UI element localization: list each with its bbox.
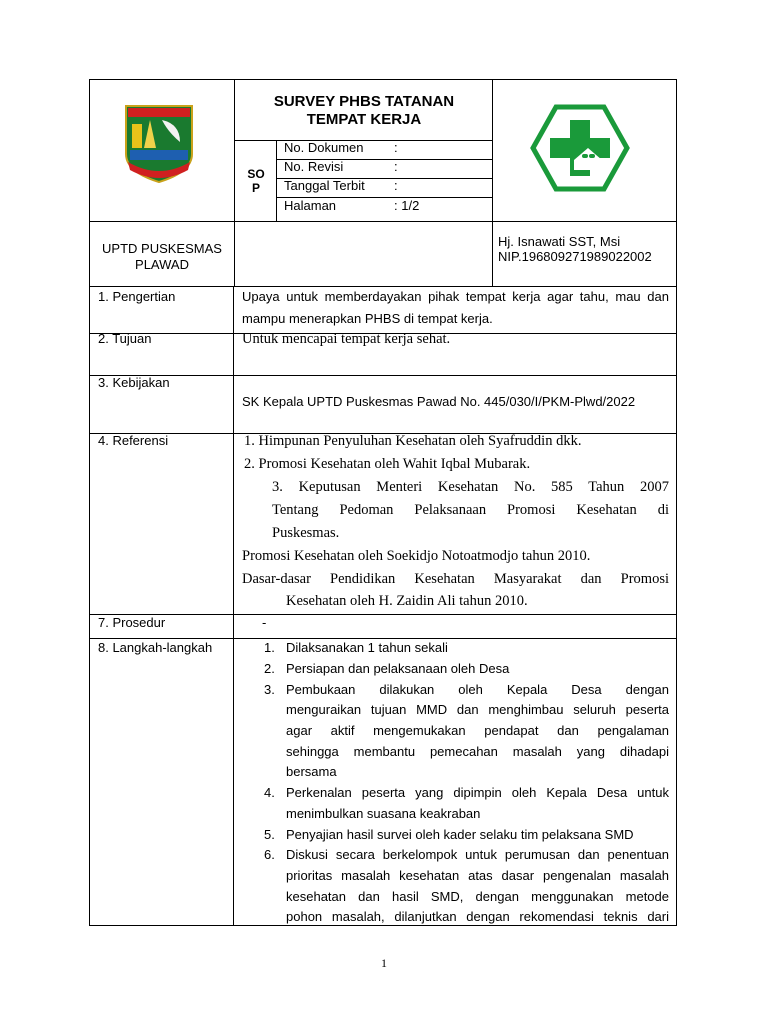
table-border — [276, 140, 277, 221]
step-number: 4. — [264, 785, 275, 800]
step-line: sehingga membantu pemecahan masalah yang dihadapi — [286, 744, 669, 759]
org-line-1: UPTD PUSKESMAS — [102, 241, 222, 256]
step-line: Perkenalan peserta yang dipimpin oleh Kepala Desa untuk — [286, 785, 669, 800]
signer-nip: NIP.196809271989022002 — [498, 249, 652, 264]
section-label-langkah: 8. Langkah-langkah — [98, 640, 213, 655]
referensi-item: Kesehatan oleh H. Zaidin Ali tahun 2010. — [286, 593, 528, 609]
doc-info-label: Tanggal Terbit — [284, 178, 365, 193]
step-line: agar aktif mengemukakan pendapat dan pengalaman — [286, 723, 669, 738]
step-number: 5. — [264, 827, 275, 842]
step-number: 3. — [264, 682, 275, 697]
table-border — [89, 79, 90, 926]
sop-line-1: SO — [247, 167, 265, 181]
table-border — [89, 375, 677, 376]
table-border — [676, 79, 677, 926]
doc-info-value: : — [394, 140, 398, 155]
referensi-item: Puskesmas. — [272, 525, 340, 541]
doc-info-value: : — [394, 178, 398, 193]
section-label-referensi: 4. Referensi — [98, 433, 169, 448]
step-line: Diskusi secara berkelompok untuk perumusan dan penentuan — [286, 847, 669, 862]
pengertian-line-2: mampu menerapkan PHBS di tempat kerja. — [242, 311, 493, 326]
organization-name — [90, 241, 234, 273]
tujuan-text: Untuk mencapai tempat kerja sehat. — [242, 331, 451, 347]
section-label-kebijakan: 3. Kebijakan — [98, 375, 170, 390]
pengertian-line-1: Upaya untuk memberdayakan pihak tempat kerja agar tahu, mau dan — [242, 289, 669, 304]
referensi-item: 3. Keputusan Menteri Kesehatan No. 585 Tahun 2007 — [272, 479, 669, 495]
step-line: bersama — [286, 764, 337, 779]
doc-info-label: No. Revisi — [284, 159, 344, 174]
table-border — [89, 925, 677, 926]
step-line: Penyajian hasil survei oleh kader selaku tim pelaksana SMD — [286, 827, 634, 842]
referensi-item: Tentang Pedoman Pelaksanaan Promosi Kesehatan di — [272, 502, 669, 518]
referensi-item: Dasar-dasar Pendidikan Kesehatan Masyarakat dan Promosi — [242, 571, 669, 587]
signer-name: Hj. Isnawati SST, Msi — [498, 234, 621, 249]
org-line-2: PLAWAD — [135, 257, 189, 272]
step-number: 6. — [264, 847, 275, 862]
referensi-item: 1. Himpunan Penyuluhan Kesehatan oleh Syafruddin dkk. — [244, 433, 582, 449]
table-border — [89, 79, 677, 80]
step-line: Dilaksanakan 1 tahun sekali — [286, 640, 448, 655]
step-line: menimbulkan suasana keakraban — [286, 806, 481, 821]
section-label-prosedur: 7. Prosedur — [98, 615, 166, 630]
doc-info-value: : — [394, 159, 398, 174]
step-line: pohon masalah, dilanjutkan dengan rekomendasi teknis dari — [286, 909, 669, 924]
step-number: 1. — [264, 640, 275, 655]
table-border — [234, 79, 235, 286]
doc-info-label: Halaman — [284, 198, 337, 213]
table-border — [89, 221, 677, 222]
section-label-pengertian: 1. Pengertian — [98, 289, 176, 304]
kebijakan-text: SK Kepala UPTD Puskesmas Pawad No. 445/030/I/PKM-Plwd/2022 — [242, 394, 636, 409]
step-line: kesehatan dan hasil SMD, dengan menggunakan metode — [286, 889, 669, 904]
table-border — [89, 638, 677, 639]
step-line: Pembukaan dilakukan oleh Kepala Desa dengan — [286, 682, 669, 697]
sop-label — [238, 167, 274, 195]
referensi-item: 2. Promosi Kesehatan oleh Wahit Iqbal Mubarak. — [244, 456, 531, 472]
sop-line-2: P — [251, 181, 260, 195]
step-number: 2. — [264, 661, 275, 676]
puskesmas-logo-icon — [530, 104, 630, 192]
page-number: 1 — [381, 956, 387, 970]
step-line: menguraikan tujuan MMD dan menghimbau seluruh peserta — [286, 702, 669, 717]
table-border — [492, 79, 493, 286]
step-line: prioritas masalah kesehatan atas dasar pengenalan masalah — [286, 868, 669, 883]
table-border — [89, 286, 677, 287]
title-line-2: TEMPAT KERJA — [306, 111, 422, 128]
referensi-item: Promosi Kesehatan oleh Soekidjo Notoatmodjo tahun 2010. — [242, 548, 591, 564]
table-border — [89, 614, 677, 615]
document-title — [236, 93, 492, 129]
table-border — [233, 286, 234, 926]
title-line-1: SURVEY PHBS TATANAN — [273, 93, 455, 110]
step-line: Persiapan dan pelaksanaan oleh Desa — [286, 661, 510, 676]
doc-info-value: : 1/2 — [394, 198, 420, 213]
doc-info-label: No. Dokumen — [284, 140, 364, 155]
section-label-tujuan: 2. Tujuan — [98, 331, 152, 346]
prosedur-text: - — [262, 615, 267, 630]
table-border — [234, 140, 493, 141]
kabupaten-emblem-icon — [122, 102, 196, 184]
